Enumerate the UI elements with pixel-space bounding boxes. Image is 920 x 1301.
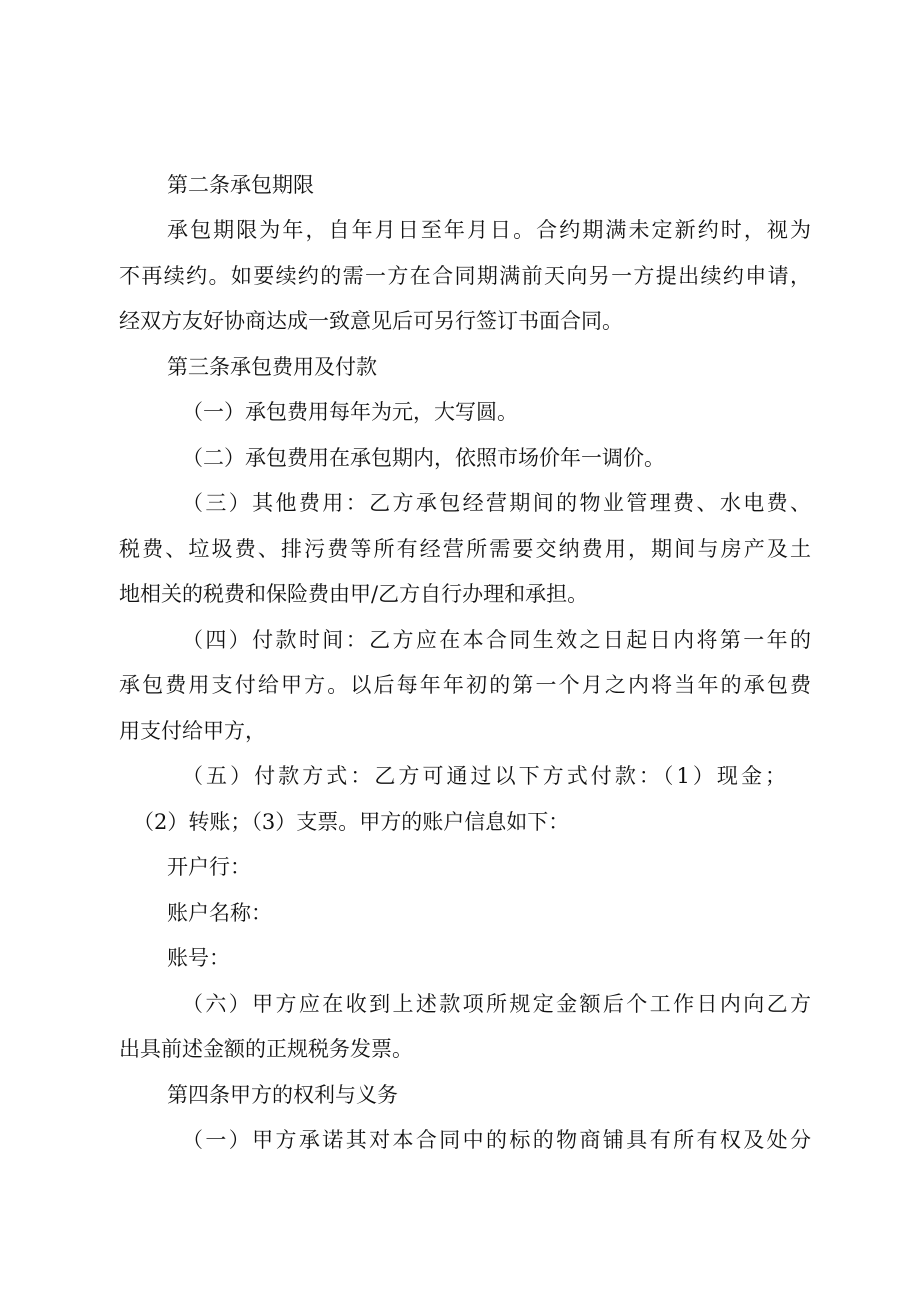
paragraph-line: 税费、垃圾费、排污费等所有经营所需要交纳费用，期间与房产及土	[119, 537, 811, 561]
paragraph-line: （2）转账；（3）支票。甲方的账户信息如下：	[133, 810, 570, 834]
clause-item: （四）付款时间：乙方应在本合同生效之日起日内将第一年的	[182, 628, 811, 652]
section-heading-4: 第四条甲方的权利与义务	[167, 1083, 398, 1107]
paragraph-line: 承包费用支付给甲方。以后每年年初的第一个月之内将当年的承包费	[119, 673, 811, 697]
account-name-label: 账户名称：	[167, 901, 272, 925]
paragraph-line: 出具前述金额的正规税务发票。	[119, 1037, 413, 1061]
paragraph-line: 不再续约。如要续约的需一方在合同期满前天向另一方提出续约申请，	[119, 264, 811, 288]
clause-item: （一）承包费用每年为元，大写圆。	[182, 400, 518, 424]
clause-item: （三）其他费用：乙方承包经营期间的物业管理费、水电费、	[182, 491, 811, 515]
clause-item: （二）承包费用在承包期内，依照市场价年一调价。	[182, 446, 665, 470]
account-number-label: 账号：	[167, 946, 230, 970]
paragraph-line: 经双方友好协商达成一致意见后可另行签订书面合同。	[119, 309, 623, 333]
account-bank-label: 开户行：	[167, 855, 251, 879]
clause-item: （一）甲方承诺其对本合同中的标的物商铺具有所有权及处分	[182, 1128, 811, 1152]
clause-item: （六）甲方应在收到上述款项所规定金额后个工作日内向乙方	[182, 992, 811, 1016]
paragraph-line: 承包期限为年，自年月日至年月日。合约期满未定新约时，视为	[167, 218, 811, 242]
clause-item: （五）付款方式：乙方可通过以下方式付款：（1）现金；	[182, 764, 786, 788]
paragraph-line: 用支付给甲方，	[119, 719, 266, 743]
section-heading-3: 第三条承包费用及付款	[167, 355, 377, 379]
section-heading-2: 第二条承包期限	[167, 173, 314, 197]
paragraph-line: 地相关的税费和保险费由甲/乙方自行办理和承担。	[119, 582, 589, 606]
